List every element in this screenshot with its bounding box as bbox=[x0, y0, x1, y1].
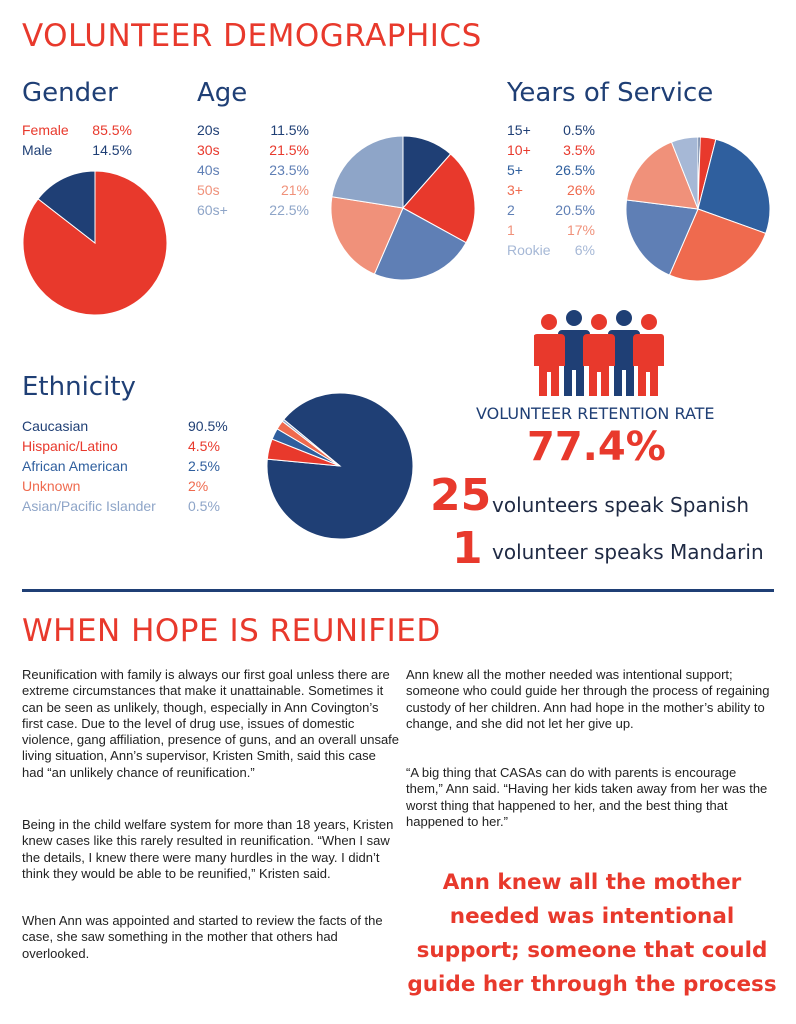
legend-label: 3+ bbox=[507, 182, 523, 198]
legend-value: 21% bbox=[280, 182, 309, 198]
retention-label: VOLUNTEER RETENTION RATE bbox=[476, 404, 715, 423]
legend-value: 14.5% bbox=[92, 142, 132, 158]
legend-value: 3.5% bbox=[563, 142, 595, 158]
section-divider bbox=[22, 589, 774, 592]
age-slice-60s- bbox=[332, 136, 403, 208]
gender-pie-chart bbox=[22, 170, 168, 316]
legend-value: 23.5% bbox=[269, 162, 309, 178]
legend-value: 26.5% bbox=[555, 162, 595, 178]
legend-label: 2 bbox=[507, 202, 515, 218]
legend-value: 0.5% bbox=[188, 498, 220, 514]
volunteers-people-icon bbox=[534, 306, 664, 398]
legend-value: 20.5% bbox=[555, 202, 595, 218]
article-paragraph: When Ann was appointed and started to review the facts of the case, she saw something in the mother that others had overlooked. bbox=[22, 913, 383, 961]
legend-label: Caucasian bbox=[22, 418, 89, 434]
mandarin-text: volunteer speaks Mandarin bbox=[492, 540, 764, 564]
mandarin-count: 1 bbox=[452, 523, 483, 574]
article-paragraph: Ann knew all the mother needed was intentional support; someone who could guide her through the process of regaining custody of her children. Ann had hope in the mother’s ability to change, and she did not let her give up. bbox=[406, 667, 770, 731]
legend-value: 6% bbox=[574, 242, 595, 258]
legend-value: 90.5% bbox=[188, 418, 228, 434]
page-title: VOLUNTEER DEMOGRAPHICS bbox=[22, 18, 482, 54]
spanish-text: volunteers speak Spanish bbox=[492, 493, 750, 517]
legend-value: 0.5% bbox=[563, 122, 595, 138]
years-heading: Years of Service bbox=[507, 78, 714, 108]
gender-heading: Gender bbox=[22, 78, 118, 108]
article-paragraph: “A big thing that CASAs can do with parents is encourage them,” Ann said. “Having her kids taken away from her was the worst thing that happened to her, and the best thing that happened to her.” bbox=[406, 765, 768, 829]
legend-label: 30s bbox=[197, 142, 220, 158]
age-heading: Age bbox=[197, 78, 248, 108]
legend-value: 4.5% bbox=[188, 438, 220, 454]
years-pie-chart bbox=[622, 136, 774, 282]
article-title: WHEN HOPE IS REUNIFIED bbox=[22, 613, 441, 649]
legend-label: 10+ bbox=[507, 142, 531, 158]
ethnicity-pie-chart bbox=[266, 392, 414, 540]
article-paragraph: Reunification with family is always our first goal unless there are extreme circumstances that make it unattainable. Sometimes it can be seen as unlikely, though, especially in Ann Covington’s first case. Due to the level of drug use, issues of domestic violence, gang affiliation, presence of guns, and an overall unsafe living situation, Ann’s supervisor, Kristen Smith, said this case had “an unlikely chance of reunification.” bbox=[22, 667, 400, 780]
legend-label: 15+ bbox=[507, 122, 531, 138]
legend-label: Hispanic/Latino bbox=[22, 438, 118, 454]
legend-label: 60s+ bbox=[197, 202, 228, 218]
ethnicity-heading: Ethnicity bbox=[22, 372, 136, 402]
legend-label: Male bbox=[22, 142, 53, 158]
legend-label: 5+ bbox=[507, 162, 523, 178]
legend-value: 2.5% bbox=[188, 458, 220, 474]
legend-value: 85.5% bbox=[92, 122, 132, 138]
legend-label: 50s bbox=[197, 182, 220, 198]
legend-label: African American bbox=[22, 458, 128, 474]
age-pie-chart bbox=[330, 135, 476, 281]
legend-label: Rookie bbox=[507, 242, 551, 258]
legend-value: 11.5% bbox=[270, 122, 309, 138]
legend-value: 21.5% bbox=[269, 142, 309, 158]
legend-label: Unknown bbox=[22, 478, 81, 494]
legend-label: 40s bbox=[197, 162, 220, 178]
legend-value: 17% bbox=[566, 222, 595, 238]
legend-value: 22.5% bbox=[269, 202, 309, 218]
spanish-count: 25 bbox=[430, 470, 492, 521]
legend-label: Female bbox=[22, 122, 69, 138]
legend-label: 1 bbox=[507, 222, 515, 238]
legend-value: 2% bbox=[188, 478, 209, 494]
legend-label: Asian/Pacific Islander bbox=[22, 498, 156, 514]
legend-label: 20s bbox=[197, 122, 220, 138]
article-paragraph: Being in the child welfare system for more than 18 years, Kristen knew cases like this rarely resulted in reunification. “When I saw the details, I knew there were many hurdles in the way. I didn’t think they would be able to be reunified,” Kristen said. bbox=[22, 817, 394, 881]
legend-value: 26% bbox=[566, 182, 595, 198]
retention-value: 77.4% bbox=[527, 424, 666, 470]
pull-quote: Ann knew all the mother needed was intentional support; someone that could guide her through the process bbox=[407, 870, 777, 997]
